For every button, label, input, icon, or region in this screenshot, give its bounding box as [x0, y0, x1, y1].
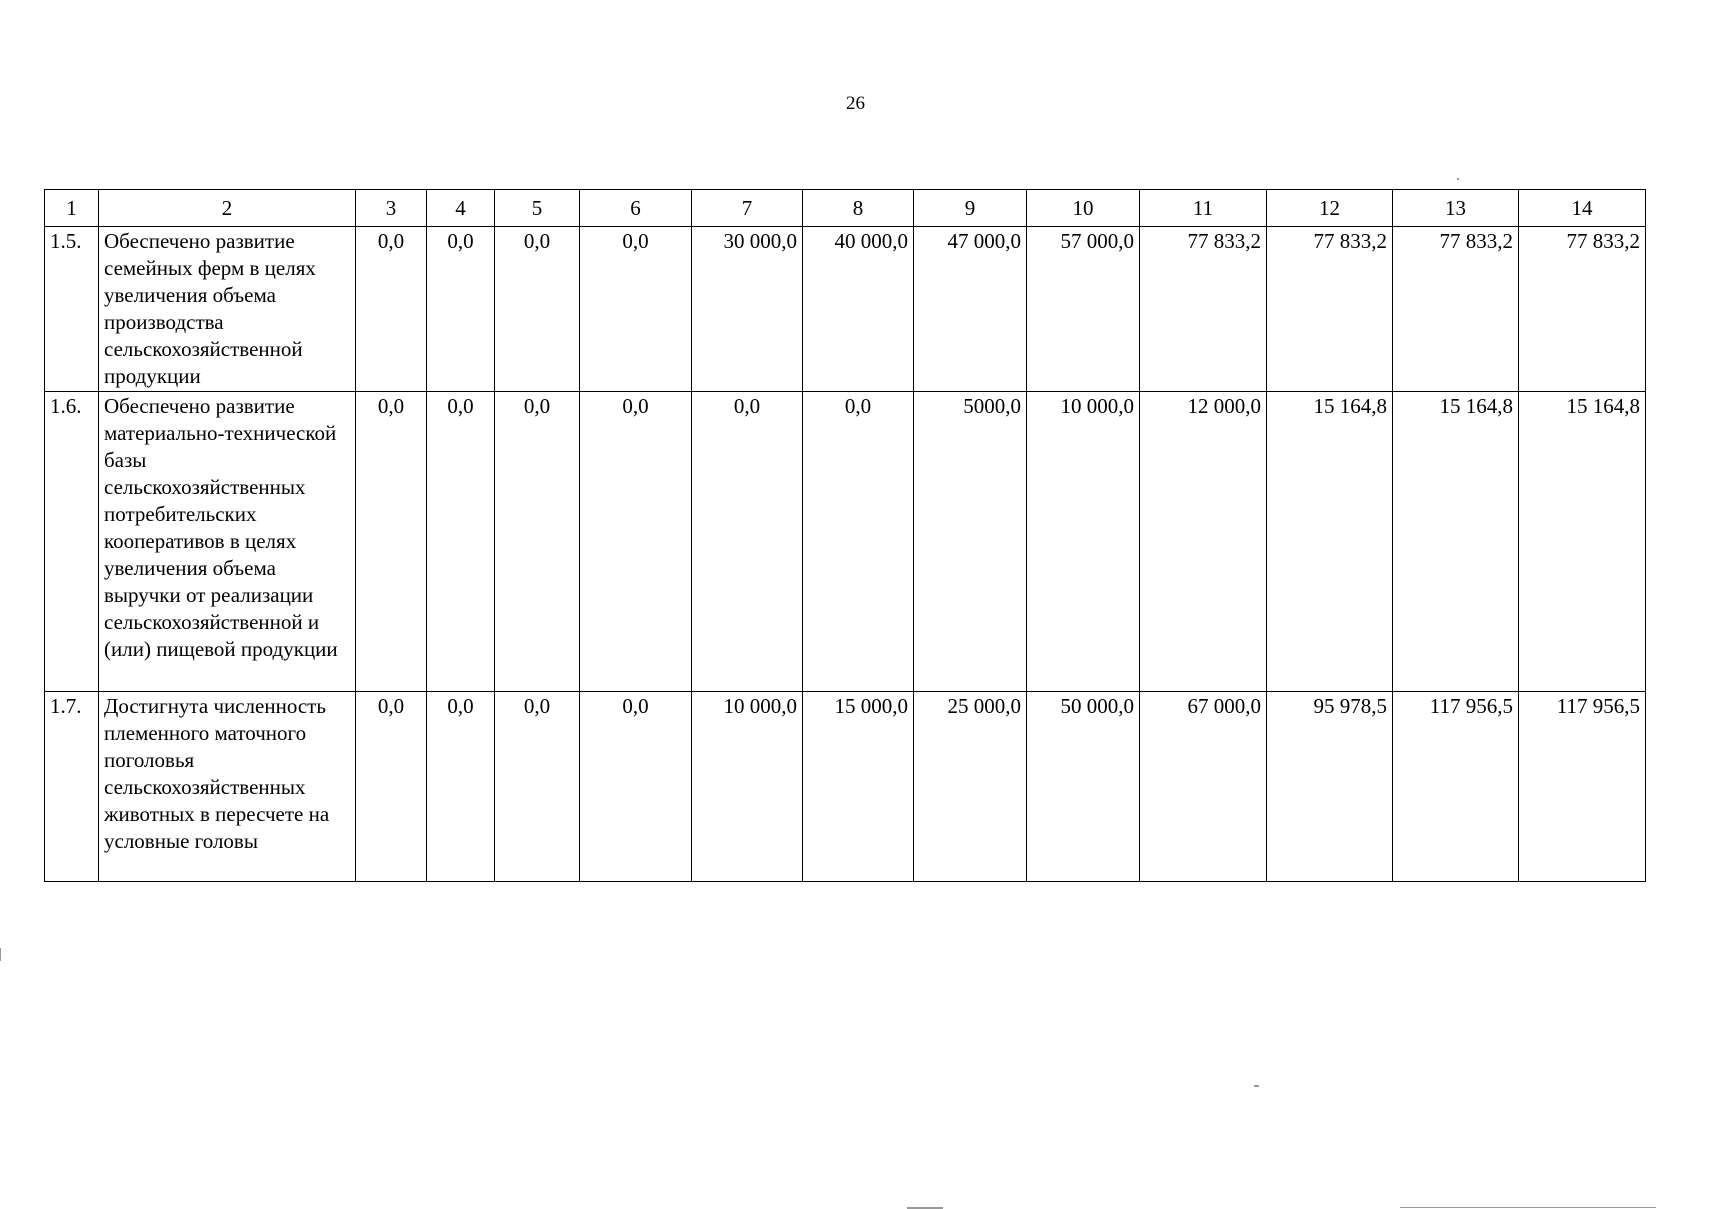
- scan-speck: [1254, 1085, 1259, 1087]
- column-header: 6: [580, 190, 692, 227]
- scan-speck: [1400, 1207, 1656, 1208]
- table-cell: 30 000,0: [692, 227, 803, 392]
- table-cell: 15 164,8: [1267, 392, 1393, 692]
- column-header: 4: [427, 190, 495, 227]
- table-cell: 117 956,5: [1519, 692, 1646, 882]
- row-index: 1.5.: [45, 227, 99, 392]
- table-cell: 0,0: [495, 227, 580, 392]
- column-header: 10: [1027, 190, 1140, 227]
- table-cell: 10 000,0: [692, 692, 803, 882]
- table-cell: 67 000,0: [1140, 692, 1267, 882]
- table-header-row: [45, 190, 1646, 227]
- row-index: 1.7.: [45, 692, 99, 882]
- table-cell: 77 833,2: [1140, 227, 1267, 392]
- column-header: 12: [1267, 190, 1393, 227]
- table-cell: 77 833,2: [1393, 227, 1519, 392]
- table-cell: 12 000,0: [1140, 392, 1267, 692]
- column-header: 13: [1393, 190, 1519, 227]
- column-header: 9: [914, 190, 1027, 227]
- table-cell: 0,0: [356, 392, 427, 692]
- table-cell: 15 164,8: [1393, 392, 1519, 692]
- table-cell: 117 956,5: [1393, 692, 1519, 882]
- table-cell: 15 164,8: [1519, 392, 1646, 692]
- table-cell: 0,0: [495, 392, 580, 692]
- table-cell: 5000,0: [914, 392, 1027, 692]
- column-header: 8: [803, 190, 914, 227]
- table-cell: 0,0: [495, 692, 580, 882]
- table-cell: 0,0: [427, 227, 495, 392]
- page-number: 26: [846, 93, 865, 114]
- table-cell: 0,0: [580, 227, 692, 392]
- column-header: 1: [45, 190, 99, 227]
- table-cell: 57 000,0: [1027, 227, 1140, 392]
- table-cell: 15 000,0: [803, 692, 914, 882]
- column-header: 7: [692, 190, 803, 227]
- table-cell: 0,0: [580, 692, 692, 882]
- column-header: 3: [356, 190, 427, 227]
- table-cell: 40 000,0: [803, 227, 914, 392]
- row-index: 1.6.: [45, 392, 99, 692]
- table-row: [45, 692, 1646, 882]
- table-cell: 0,0: [427, 392, 495, 692]
- table-cell: 77 833,2: [1267, 227, 1393, 392]
- table-cell: 50 000,0: [1027, 692, 1140, 882]
- table-cell: 25 000,0: [914, 692, 1027, 882]
- scan-speck: [1457, 178, 1459, 180]
- table-cell: 0,0: [356, 227, 427, 392]
- table-row: [45, 392, 1646, 692]
- row-description: Достигнута численность племенного маточного поголовья сельскохозяйственных животных в пересчете на условные головы: [99, 692, 356, 882]
- data-table: [44, 189, 1646, 882]
- table-cell: 0,0: [692, 392, 803, 692]
- column-header: 2: [99, 190, 356, 227]
- column-header: 11: [1140, 190, 1267, 227]
- row-description: Обеспечено развитие материально-технической базы сельскохозяйственных потребительских кооперативов в целях увеличения объема выручки от реализации сельскохозяйственной и (или) пищевой продукции: [99, 392, 356, 692]
- table-cell: 95 978,5: [1267, 692, 1393, 882]
- column-header: 5: [495, 190, 580, 227]
- column-header: 14: [1519, 190, 1646, 227]
- table-cell: 0,0: [356, 692, 427, 882]
- table-cell: 0,0: [427, 692, 495, 882]
- table-cell: 77 833,2: [1519, 227, 1646, 392]
- table-row: [45, 227, 1646, 392]
- table-cell: 0,0: [803, 392, 914, 692]
- row-description: Обеспечено развитие семейных ферм в целях увеличения объема производства сельскохозяйственной продукции: [99, 227, 356, 392]
- table-cell: 0,0: [580, 392, 692, 692]
- table-cell: 47 000,0: [914, 227, 1027, 392]
- scan-speck: [0, 948, 1, 961]
- table-cell: 10 000,0: [1027, 392, 1140, 692]
